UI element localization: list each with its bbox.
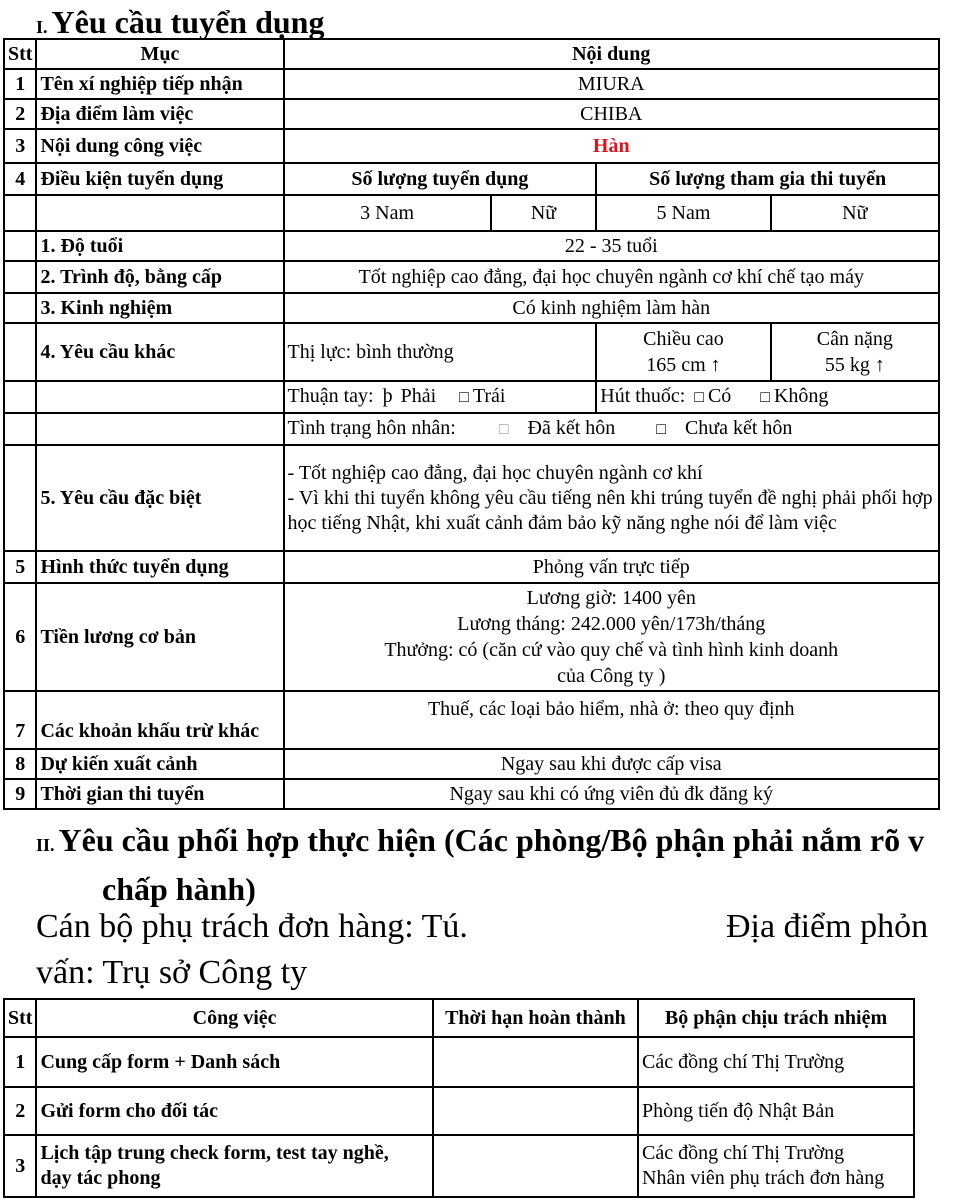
- table-row: [4, 551, 939, 583]
- salary-line-4: của Công ty ): [557, 665, 666, 687]
- height-label: Chiều cao: [643, 328, 724, 350]
- checkbox-icon: □: [760, 389, 770, 406]
- salary-cell: [284, 583, 939, 691]
- departure-value: Ngay sau khi được cấp visa: [284, 749, 939, 779]
- empty-cell: [4, 413, 36, 445]
- table-row: [4, 1037, 914, 1087]
- task-line-1: Lịch tập trung check form, test tay nghề,: [40, 1142, 389, 1164]
- empty-cell: [4, 381, 36, 413]
- table-row: [4, 1087, 914, 1135]
- left-hand-option: Trái: [472, 385, 506, 407]
- interview-location-start: Địa điểm phỏn: [726, 908, 929, 945]
- row-stt: 1: [4, 1037, 36, 1087]
- header-noidung: Nội dung: [284, 39, 939, 69]
- degree-value: Tốt nghiệp cao đẳng, đại học chuyên ngành cơ khí chế tạo máy: [284, 261, 939, 293]
- table-row: [4, 163, 939, 195]
- section-1-numeral: I.: [36, 17, 48, 37]
- department-value: [638, 1135, 914, 1197]
- special-line-1: - Tốt nghiệp cao đẳng, đại học chuyên ngành cơ khí: [287, 461, 703, 484]
- task-value: Gửi form cho đối tác: [36, 1087, 432, 1135]
- section-2-title: [36, 818, 924, 911]
- empty-cell: [36, 195, 283, 231]
- section-1-title-text: Yêu cầu tuyển dụng: [51, 4, 325, 40]
- table-row: [4, 779, 939, 809]
- table-row: [4, 323, 939, 381]
- weight-cell: [771, 323, 939, 381]
- table-row: [4, 749, 939, 779]
- weight-value: 55 kg ↑: [824, 354, 885, 376]
- table-row: [4, 381, 939, 413]
- empty-cell: [4, 231, 36, 261]
- salary-line-2: Lương tháng: 242.000 yên/173h/tháng: [457, 613, 766, 635]
- height-value: 165 cm ↑: [646, 354, 721, 376]
- exam-count-header: Số lượng tham gia thi tuyển: [596, 163, 939, 195]
- row-stt: 3: [4, 1135, 36, 1197]
- table-row: [4, 293, 939, 323]
- smoking-label: Hút thuốc:: [600, 385, 686, 407]
- checked-box-icon: þ: [382, 385, 393, 407]
- table-row: [4, 445, 939, 551]
- task-value: Cung cấp form + Danh sách: [36, 1037, 432, 1087]
- special-requirements: [284, 445, 939, 551]
- empty-cell: [4, 195, 36, 231]
- table-row: [4, 129, 939, 163]
- row-label: Tên xí nghiệp tiếp nhận: [36, 69, 283, 99]
- header-department: Bộ phận chịu trách nhiệm: [638, 999, 914, 1037]
- smoking-no-option: Không: [773, 385, 829, 407]
- row-label: Dự kiến xuất cảnh: [36, 749, 283, 779]
- table-header-row: [4, 39, 939, 69]
- row-label: Các khoản khấu trừ khác: [36, 691, 283, 749]
- row-label: Địa điểm làm việc: [36, 99, 283, 129]
- header-task: Công việc: [36, 999, 432, 1037]
- row-stt: 2: [4, 99, 36, 129]
- department-line-1: Các đồng chí Thị Trường: [642, 1142, 845, 1164]
- checkbox-icon: □: [694, 389, 704, 406]
- married-option: Đã kết hôn: [527, 417, 616, 439]
- row-stt: 8: [4, 749, 36, 779]
- weight-label: Cân nặng: [816, 328, 893, 350]
- marital-cell: [284, 413, 939, 445]
- coordination-table: [3, 998, 915, 1198]
- empty-cell: [4, 261, 36, 293]
- deadline-value: [433, 1037, 638, 1087]
- row-label: 2. Trình độ, bằng cấp: [36, 261, 283, 293]
- row-stt: 3: [4, 129, 36, 163]
- interview-location-end: vấn: Trụ sở Công ty: [36, 954, 308, 991]
- row-stt: 1: [4, 69, 36, 99]
- vision-value: Thị lực: bình thường: [284, 323, 597, 381]
- row-label: Nội dung công việc: [36, 129, 283, 163]
- exam-time-value: Ngay sau khi có ứng viên đủ đk đăng ký: [284, 779, 939, 809]
- experience-value: Có kinh nghiệm làm hàn: [284, 293, 939, 323]
- row-label: Hình thức tuyển dụng: [36, 551, 283, 583]
- special-line-2: - Vì khi thi tuyển không yêu cầu tiếng nên khi trúng tuyển đề nghị phải phối hợp học tiếng Nhật, khi xuất cảnh đảm bảo kỹ năng nghe nói để làm việc: [287, 486, 933, 534]
- recruit-female: Nữ: [491, 195, 597, 231]
- section-2-title-line-2: chấp hành): [102, 871, 256, 907]
- department-value: Các đồng chí Thị Trường: [638, 1037, 914, 1087]
- row-label: 4. Yêu cầu khác: [36, 323, 283, 381]
- section-2-numeral: II.: [36, 835, 55, 855]
- handedness-cell: [284, 381, 597, 413]
- department-value: Phòng tiến độ Nhật Bản: [638, 1087, 914, 1135]
- exam-male: 5 Nam: [596, 195, 770, 231]
- header-deadline: Thời hạn hoàn thành: [433, 999, 638, 1037]
- table-row: [4, 583, 939, 691]
- company-value: MIURA: [284, 69, 939, 99]
- checkbox-icon: □: [459, 389, 469, 406]
- recruit-count-header: Số lượng tuyển dụng: [284, 163, 597, 195]
- exam-female: Nữ: [771, 195, 939, 231]
- order-manager: Cán bộ phụ trách đơn hàng: Tú.: [36, 908, 468, 945]
- table-row: [4, 1135, 914, 1197]
- table-row: [4, 231, 939, 261]
- header-stt: Stt: [4, 999, 36, 1037]
- deductions-value: Thuế, các loại bảo hiểm, nhà ở: theo quy định: [284, 691, 939, 749]
- checkbox-icon: □: [498, 421, 509, 438]
- header-muc: Mục: [36, 39, 283, 69]
- section-1-title: [36, 4, 324, 41]
- deadline-value: [433, 1087, 638, 1135]
- task-value: [36, 1135, 432, 1197]
- row-label: Tiền lương cơ bản: [36, 583, 283, 691]
- row-stt: 6: [4, 583, 36, 691]
- marital-label: Tình trạng hôn nhân:: [287, 417, 456, 439]
- empty-cell: [36, 381, 283, 413]
- requirements-table: [3, 38, 940, 810]
- table-header-row: [4, 999, 914, 1037]
- table-row: [4, 195, 939, 231]
- smoking-yes-option: Có: [707, 385, 732, 407]
- table-row: [4, 99, 939, 129]
- row-stt: 5: [4, 551, 36, 583]
- task-line-2: dạy tác phong: [40, 1167, 161, 1189]
- section-2-title-line-1: Yêu cầu phối hợp thực hiện (Các phòng/Bộ phận phải nắm rõ v: [58, 822, 925, 858]
- header-stt: Stt: [4, 39, 36, 69]
- single-option: Chưa kết hôn: [684, 417, 793, 439]
- table-row: [4, 691, 939, 749]
- empty-cell: [4, 445, 36, 551]
- row-stt: 9: [4, 779, 36, 809]
- row-stt: 2: [4, 1087, 36, 1135]
- smoking-cell: [596, 381, 939, 413]
- empty-cell: [4, 323, 36, 381]
- salary-line-3: Thưởng: có (căn cứ vào quy chế và tình hình kinh doanh: [384, 639, 839, 661]
- empty-cell: [36, 413, 283, 445]
- table-row: [4, 413, 939, 445]
- empty-cell: [4, 293, 36, 323]
- recruitment-method-value: Phỏng vấn trực tiếp: [284, 551, 939, 583]
- deadline-value: [433, 1135, 638, 1197]
- row-label: 1. Độ tuổi: [36, 231, 283, 261]
- right-hand-option: Phải: [400, 385, 437, 407]
- handedness-label: Thuận tay:: [287, 385, 374, 407]
- checkbox-icon: □: [656, 421, 666, 438]
- height-cell: [596, 323, 770, 381]
- row-stt: 7: [4, 691, 36, 749]
- salary-line-1: Lương giờ: 1400 yên: [526, 587, 696, 609]
- row-label: 3. Kinh nghiệm: [36, 293, 283, 323]
- row-stt: 4: [4, 163, 36, 195]
- table-row: [4, 69, 939, 99]
- row-label: Thời gian thi tuyển: [36, 779, 283, 809]
- row-label: Điều kiện tuyển dụng: [36, 163, 283, 195]
- job-value: Hàn: [284, 129, 939, 163]
- department-line-2: Nhân viên phụ trách đơn hàng: [642, 1167, 885, 1189]
- row-label: 5. Yêu cầu đặc biệt: [36, 445, 283, 551]
- age-value: 22 - 35 tuổi: [284, 231, 939, 261]
- table-row: [4, 261, 939, 293]
- location-value: CHIBA: [284, 99, 939, 129]
- recruit-male: 3 Nam: [284, 195, 491, 231]
